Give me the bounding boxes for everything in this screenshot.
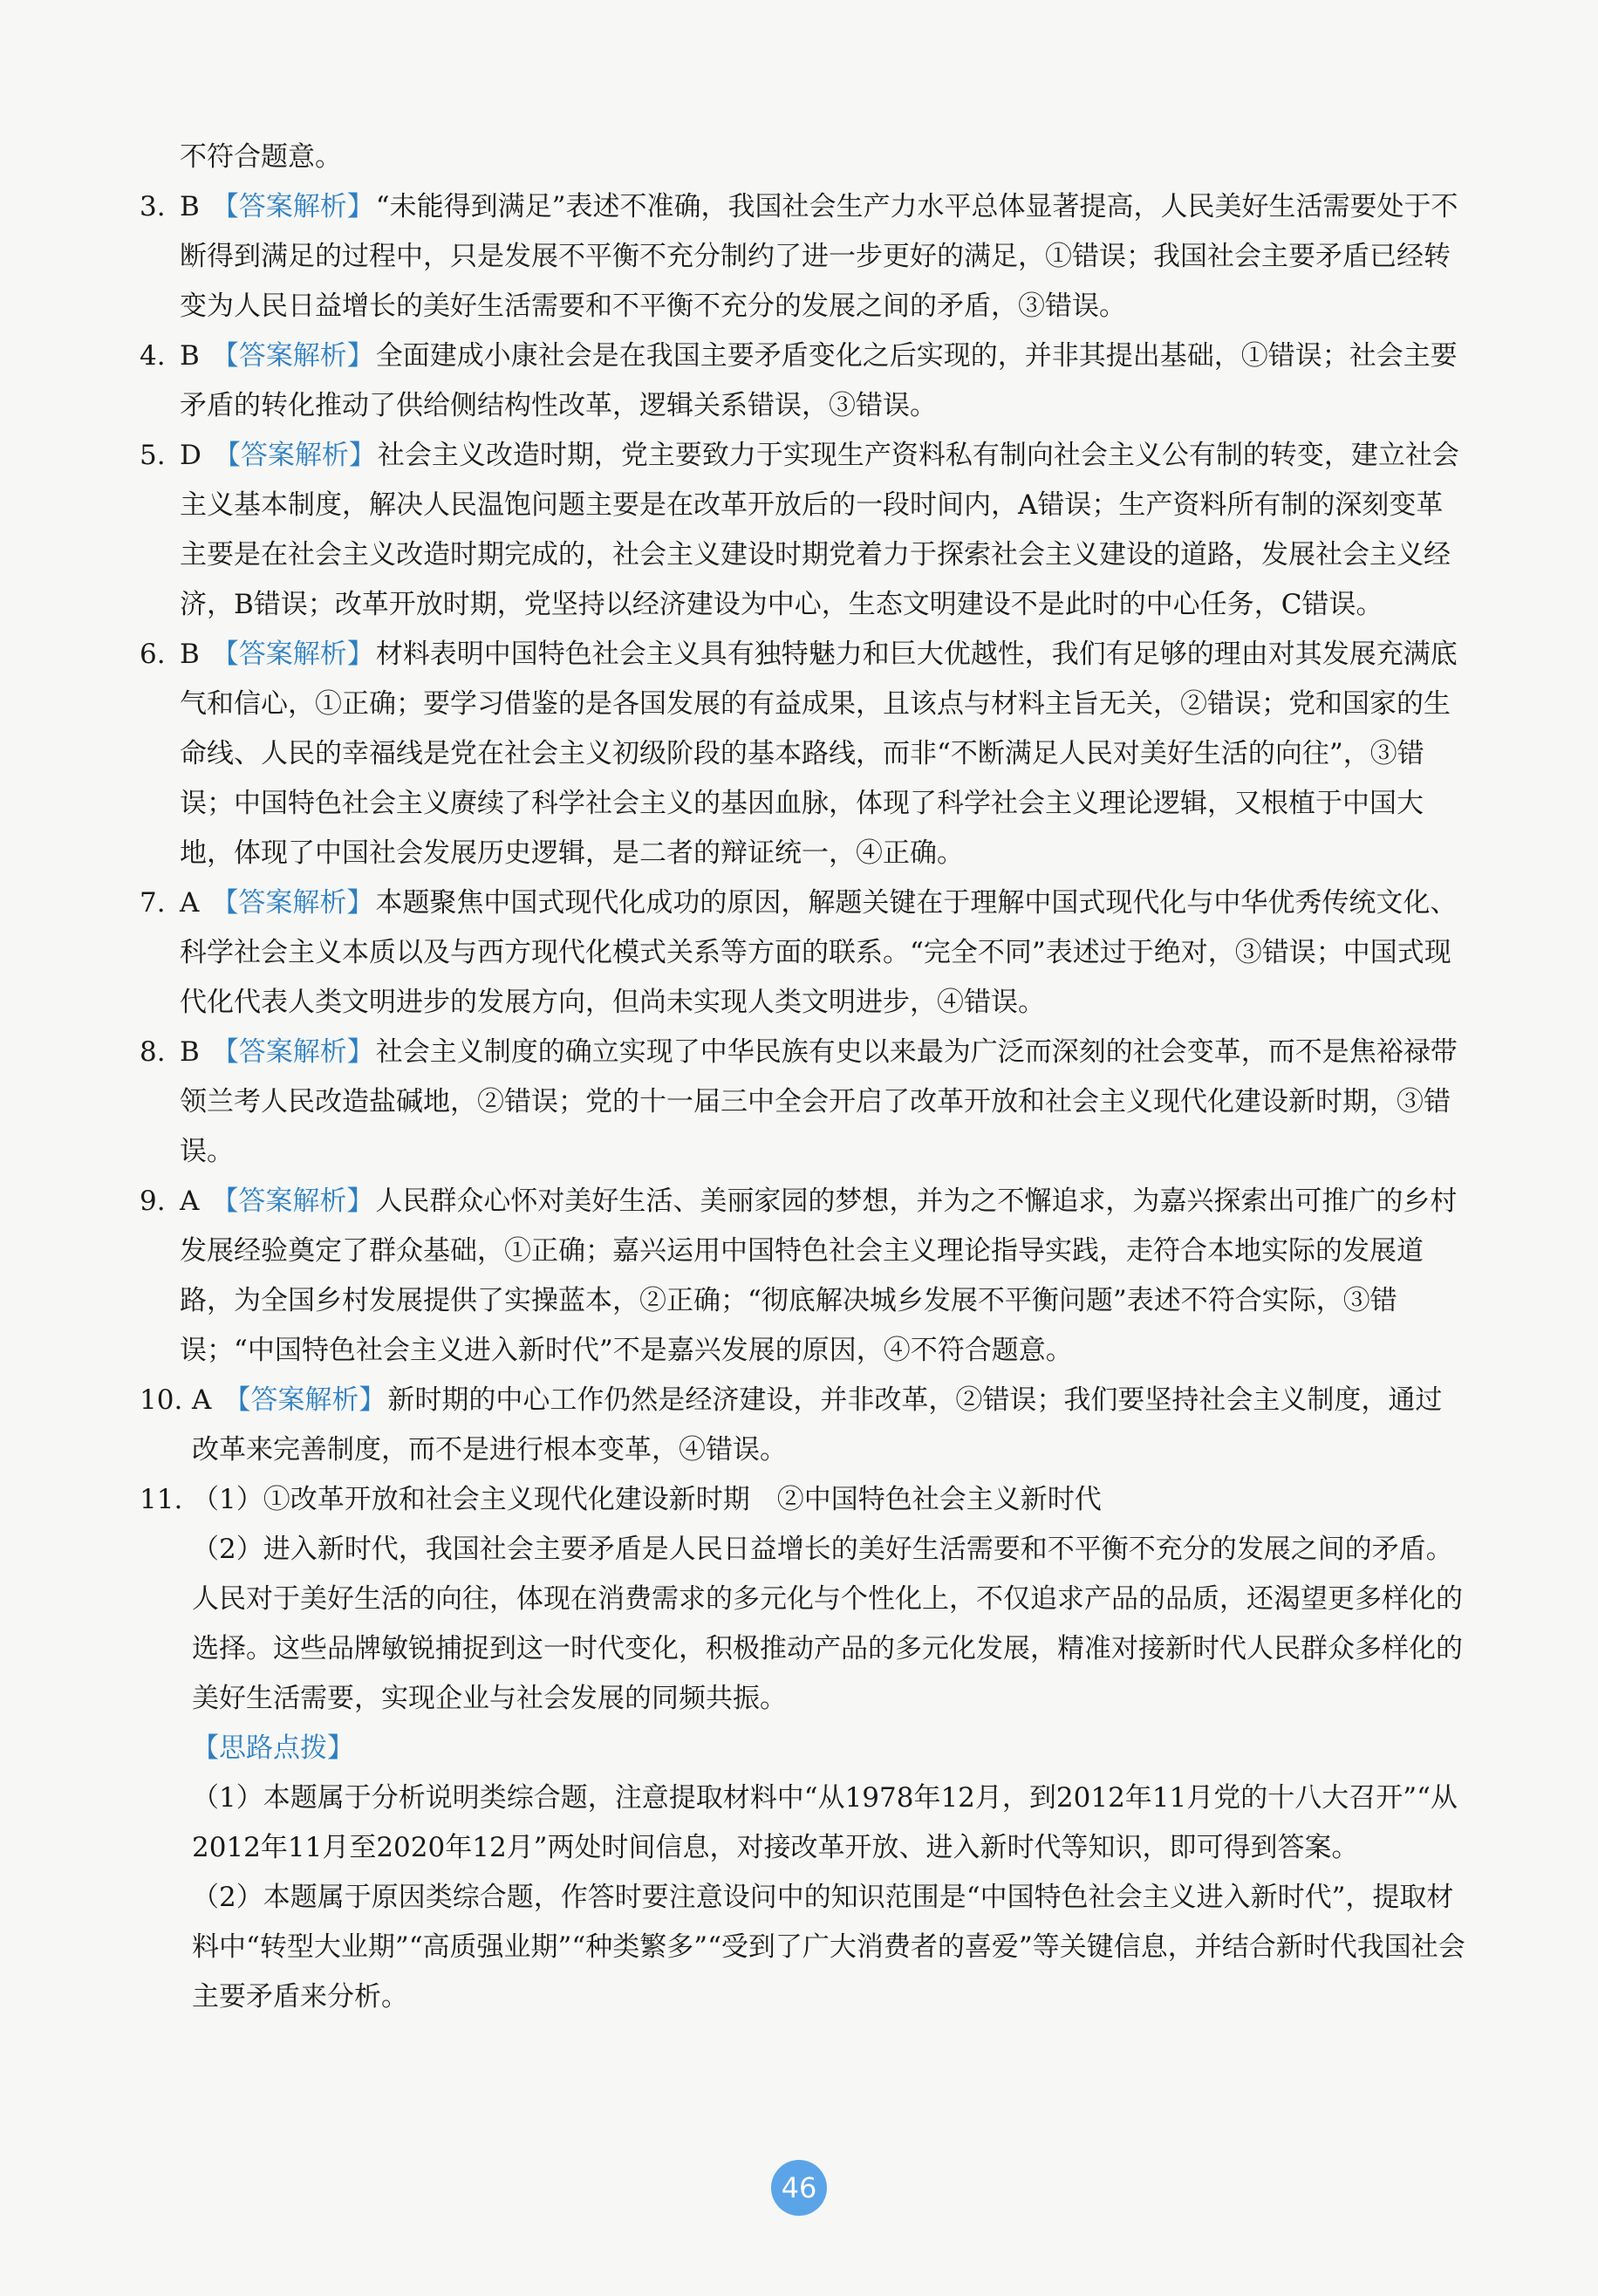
analysis-tag: 【答案解析】	[211, 1036, 374, 1068]
analysis-tag: 【答案解析】	[213, 440, 376, 471]
answer-item-10	[140, 1376, 1465, 1475]
analysis-text: 新时期的中心工作仍然是经济建设，并非改革，②错误；我们要坚持社会主义制度，通过改革来完善制度，而不是进行根本变革，④错误。	[192, 1384, 1443, 1466]
answer-item-9	[140, 1177, 1465, 1376]
question-number: 5.	[140, 440, 166, 471]
analysis-text: 本题聚焦中国式现代化成功的原因，解题关键在于理解中国式现代化与中华优秀传统文化、科学社会主义本质以及与西方现代化模式关系等方面的联系。“完全不同”表述过于绝对，③错误；中国式现代化代表人类文明进步的发展方向，但尚未实现人类文明进步，④错误。	[180, 887, 1458, 1018]
answer-item-6	[140, 630, 1465, 878]
analysis-text: “未能得到满足”表述不准确，我国社会生产力水平总体显著提高，人民美好生活需要处于不断得到满足的过程中，只是发展不平衡不充分制约了进一步更好的满足，①错误；我国社会主要矛盾已经转变为人民日益增长的美好生活需要和不平衡不充分的发展之间的矛盾，③错误。	[180, 191, 1458, 322]
analysis-text: 社会主义改造时期，党主要致力于实现生产资料私有制向社会主义公有制的转变，建立社会主义基本制度，解决人民温饱问题主要是在改革开放后的一段时间内，A错误；生产资料所有制的深刻变革主要是在社会主义改造时期完成的，社会主义建设时期党着力于探索社会主义建设的道路，发展社会主义经济，B错误；改革开放时期，党坚持以经济建设为中心，生态文明建设不是此时的中心任务，C错误。	[180, 440, 1459, 620]
analysis-tag: 【答案解析】	[211, 639, 374, 670]
answer-letter: D	[180, 440, 201, 471]
analysis-tag: 【答案解析】	[211, 887, 374, 919]
question-number: 9.	[140, 1186, 166, 1217]
hint-tag: 【思路点拨】	[192, 1732, 354, 1764]
answer-letter: A	[192, 1384, 212, 1416]
answer-letter: B	[180, 1036, 200, 1068]
answer-item-11-part2: （2）进入新时代，我国社会主要矛盾是人民日益增长的美好生活需要和不平衡不充分的发展之间的矛盾。人民对于美好生活的向往，体现在消费需求的多元化与个性化上，不仅追求产品的品质，还渴望更多样化的选择。这些品牌敏锐捕捉到这一时代变化，积极推动产品的多元化发展，精准对接新时代人民群众多样化的美好生活需要，实现企业与社会发展的同频共振。	[192, 1534, 1463, 1714]
question-number: 3.	[140, 191, 166, 222]
answer-item-3	[140, 182, 1465, 331]
question-number: 4.	[140, 340, 166, 372]
question-number: 7.	[140, 887, 166, 919]
answer-item-4	[140, 331, 1465, 431]
answer-part-1: （1）①改革开放和社会主义现代化建设新时期 ②中国特色社会主义新时代	[192, 1484, 1102, 1515]
answer-letter: B	[180, 639, 200, 670]
question-number: 8.	[140, 1036, 166, 1068]
answer-item-7	[140, 878, 1465, 1028]
analysis-text: 人民群众心怀对美好生活、美丽家园的梦想，并为之不懈追求，为嘉兴探索出可推广的乡村发展经验奠定了群众基础，①正确；嘉兴运用中国特色社会主义理论指导实践，走符合本地实际的发展道路，为全国乡村发展提供了实操蓝本，②正确；“彻底解决城乡发展不平衡问题”表述不符合实际，③错误；“中国特色社会主义进入新时代”不是嘉兴发展的原因，④不符合题意。	[180, 1186, 1458, 1366]
analysis-tag: 【答案解析】	[211, 1186, 374, 1217]
intro-line: 不符合题意。	[180, 141, 342, 173]
question-number: 11.	[140, 1484, 183, 1515]
analysis-text: 社会主义制度的确立实现了中华民族有史以来最为广泛而深刻的社会变革，而不是焦裕禄带领兰考人民改造盐碱地，②错误；党的十一届三中全会开启了改革开放和社会主义现代化建设新时期，③错误。	[180, 1036, 1458, 1167]
answer-letter: A	[180, 887, 200, 919]
page-number-badge: 46	[771, 2160, 827, 2216]
answer-letter: A	[180, 1186, 200, 1217]
question-number: 10.	[140, 1384, 183, 1416]
analysis-text: 全面建成小康社会是在我国主要矛盾变化之后实现的，并非其提出基础，①错误；社会主要矛盾的转化推动了供给侧结构性改革，逻辑关系错误，③错误。	[180, 340, 1458, 421]
hint-part-1: （1）本题属于分析说明类综合题，注意提取材料中“从1978年12月，到2012年11月党的十八大召开”“从2012年11月至2020年12月”两处时间信息，对接改革开放、进入新时代等知识，即可得到答案。	[192, 1782, 1458, 1863]
question-number: 6.	[140, 639, 166, 670]
answer-letter: B	[180, 191, 200, 222]
answer-item-5	[140, 431, 1465, 630]
analysis-tag: 【答案解析】	[223, 1384, 386, 1416]
answer-letter: B	[180, 340, 200, 372]
answer-content	[140, 133, 1465, 2022]
analysis-tag: 【答案解析】	[211, 340, 374, 372]
analysis-tag: 【答案解析】	[211, 191, 374, 222]
answer-item-8	[140, 1028, 1465, 1177]
hint-part-2: （2）本题属于原因类综合题，作答时要注意设问中的知识范围是“中国特色社会主义进入新时代”，提取材料中“转型大业期”“高质强业期”“种类繁多”“受到了广大消费者的喜爱”等关键信息，并结合新时代我国社会主要矛盾来分析。	[192, 1882, 1465, 2012]
analysis-text: 材料表明中国特色社会主义具有独特魅力和巨大优越性，我们有足够的理由对其发展充满底气和信心，①正确；要学习借鉴的是各国发展的有益成果，且该点与材料主旨无关，②错误；党和国家的生命线、人民的幸福线是党在社会主义初级阶段的基本路线，而非“不断满足人民对美好生活的向往”，③错误；中国特色社会主义赓续了科学社会主义的基因血脉，体现了科学社会主义理论逻辑，又根植于中国大地，体现了中国社会发展历史逻辑，是二者的辩证统一，④正确。	[180, 639, 1458, 869]
answer-item-11-part1	[140, 1475, 1465, 1525]
